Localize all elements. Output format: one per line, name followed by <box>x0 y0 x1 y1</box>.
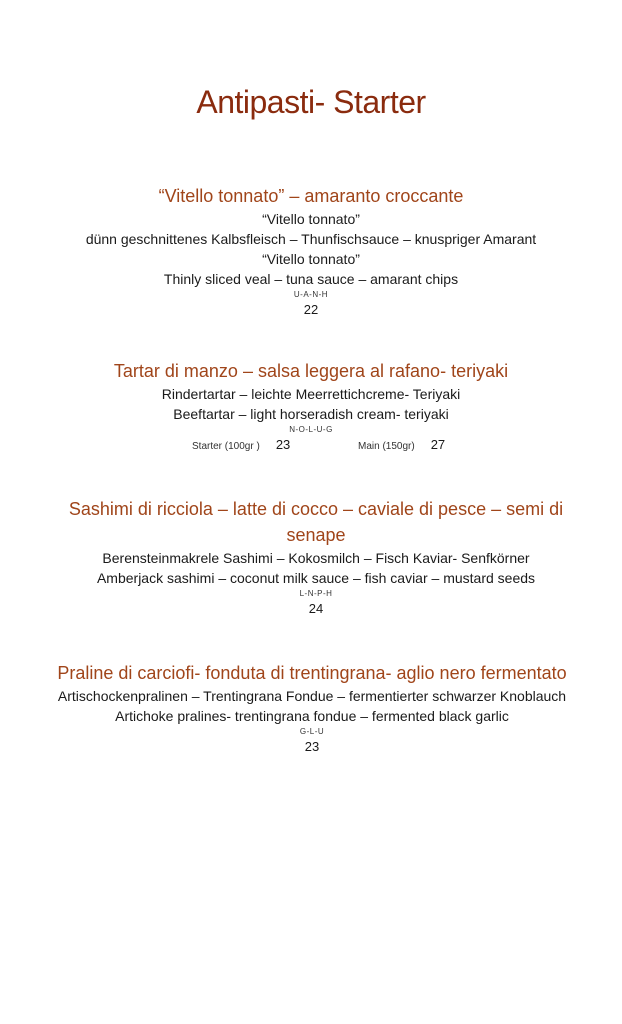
dish-name: Tartar di manzo – salsa leggera al rafano- teriyaki <box>113 361 509 381</box>
dish-price: 24 <box>308 601 324 616</box>
dish-vitello-tonnato <box>60 183 562 319</box>
size-label: Starter (100gr ) <box>192 441 260 452</box>
dish-name: Sashimi di ricciola – latte di cocco – caviale di pesce – semi di senape <box>68 499 564 545</box>
dish-description-en: Thinly sliced veal – tuna sauce – amarant chips <box>163 271 459 287</box>
dish-sashimi-di-ricciola <box>56 496 576 618</box>
dish-description-de: Artischockenpralinen – Trentingrana Fondue – fermentierter schwarzer Knoblauch <box>57 688 567 704</box>
size-price: 23 <box>275 437 291 452</box>
dish-description-en: Amberjack sashimi – coconut milk sauce – fish caviar – mustard seeds <box>96 570 536 586</box>
dish-name: “Vitello tonnato” – amaranto croccante <box>158 186 464 206</box>
size-price-row <box>60 436 562 454</box>
size-label: Main (150gr) <box>358 441 415 452</box>
dish-description-de: Berensteinmakrele Sashimi – Kokosmilch – Fisch Kaviar- Senfkörner <box>102 550 530 566</box>
dish-tartar-di-manzo <box>60 358 562 454</box>
allergen-codes: U-A-N-H <box>293 290 329 299</box>
size-option-main <box>358 436 445 456</box>
dish-name: Praline di carciofi- fonduta di trentingrana- aglio nero fermentato <box>57 663 567 683</box>
dish-description-de-title: “Vitello tonnato” <box>262 211 360 227</box>
allergen-codes: G-L-U <box>299 727 325 736</box>
dish-description-de: Rindertartar – leichte Meerrettichcreme- Teriyaki <box>161 386 461 402</box>
dish-price: 23 <box>304 739 320 754</box>
size-price: 27 <box>430 437 446 452</box>
allergen-codes: N-O-L-U-G <box>289 425 333 434</box>
page-title: Antipasti- Starter <box>196 84 426 120</box>
dish-price: 22 <box>303 302 319 317</box>
dish-description-en: Artichoke pralines- trentingrana fondue – fermented black garlic <box>115 708 509 724</box>
size-option-starter <box>192 436 290 456</box>
dish-description-en: Beeftartar – light horseradish cream- teriyaki <box>173 406 449 422</box>
dish-praline-di-carciofi <box>56 660 568 756</box>
allergen-codes: L-N-P-H <box>299 589 333 598</box>
dish-description-de: dünn geschnittenes Kalbsfleisch – Thunfischsauce – knuspriger Amarant <box>85 231 537 247</box>
dish-description-en-title: “Vitello tonnato” <box>262 251 360 267</box>
